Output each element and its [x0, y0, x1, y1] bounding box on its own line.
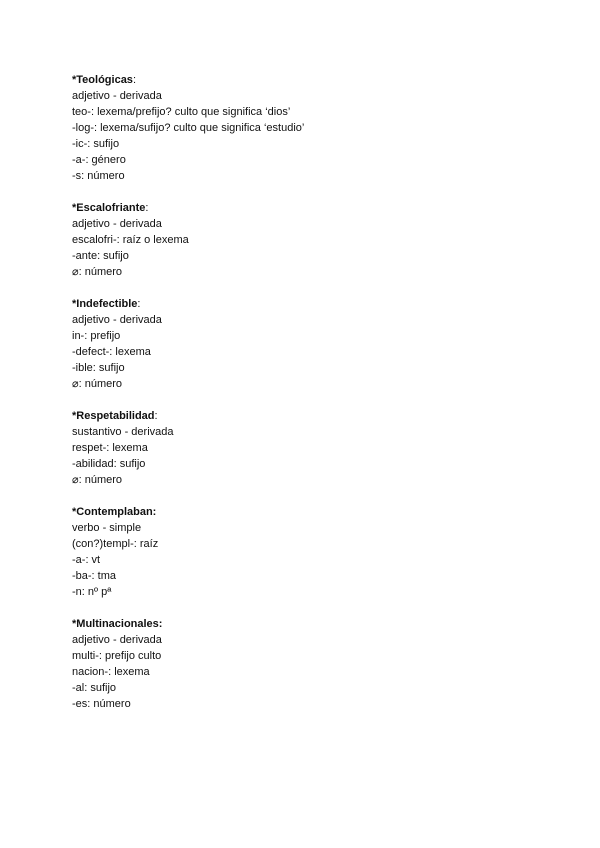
- entry-title: *Escalofriante: [72, 202, 146, 214]
- entry-line: ⌀: número: [72, 474, 123, 486]
- entry-line: multi-: prefijo culto: [72, 650, 162, 662]
- entry-title-colon: :: [145, 202, 149, 214]
- entry-title: *Contemplaban:: [72, 506, 157, 518]
- entry-indefectible: [72, 296, 600, 392]
- entry-line: sustantivo - derivada: [72, 426, 174, 438]
- entry-title-colon: :: [137, 298, 141, 310]
- entry-line: (con?)templ-: raíz: [72, 538, 159, 550]
- entry-line: -es: número: [72, 698, 131, 710]
- entry-line: adjetivo - derivada: [72, 314, 162, 326]
- entry-line: -s: número: [72, 170, 125, 182]
- entry-line: -ba-: tma: [72, 570, 117, 582]
- entry-escalofriante: [72, 200, 600, 280]
- entry-line: -defect-: lexema: [72, 346, 151, 358]
- entry-line: -a-: género: [72, 154, 126, 166]
- entry-line: nacion-: lexema: [72, 666, 150, 678]
- entry-line: adjetivo - derivada: [72, 218, 162, 230]
- entry-line: ⌀: número: [72, 266, 123, 278]
- entry-multinacionales: [72, 616, 600, 712]
- entry-line: adjetivo - derivada: [72, 634, 162, 646]
- entry-heading: [72, 408, 600, 424]
- entry-contemplaban: [72, 504, 600, 600]
- entry-heading: [72, 504, 600, 520]
- entry-line: verbo - simple: [72, 522, 142, 534]
- entry-respetabilidad: [72, 408, 600, 488]
- entry-line: teo-: lexema/prefijo? culto que significa ‘dios’: [72, 106, 291, 118]
- entry-title: *Indefectible: [72, 298, 138, 310]
- entry-line: -ic-: sufijo: [72, 138, 120, 150]
- entry-line: -al: sufijo: [72, 682, 117, 694]
- entry-title: *Teológicas: [72, 74, 133, 86]
- entry-line: escalofri-: raíz o lexema: [72, 234, 189, 246]
- entry-line: -ante: sufijo: [72, 250, 129, 262]
- entry-heading: [72, 200, 600, 216]
- entry-title-colon: :: [132, 74, 136, 86]
- entry-heading: [72, 616, 600, 632]
- entry-heading: [72, 72, 600, 88]
- entry-title: *Respetabilidad: [72, 410, 155, 422]
- entry-line: in-: prefijo: [72, 330, 121, 342]
- entry-line: -log-: lexema/sufijo? culto que significa ‘estudio’: [72, 122, 305, 134]
- entry-line: -n: nº pª: [72, 586, 112, 598]
- entry-line: ⌀: número: [72, 378, 123, 390]
- entry-line: -ible: sufijo: [72, 362, 125, 374]
- entry-line: -abilidad: sufijo: [72, 458, 146, 470]
- entry-teologicas: [72, 72, 600, 184]
- entry-line: -a-: vt: [72, 554, 101, 566]
- entry-line: respet-: lexema: [72, 442, 148, 454]
- entry-title-colon: :: [154, 410, 158, 422]
- entry-title: *Multinacionales:: [72, 618, 163, 630]
- entry-heading: [72, 296, 600, 312]
- entry-line: adjetivo - derivada: [72, 90, 162, 102]
